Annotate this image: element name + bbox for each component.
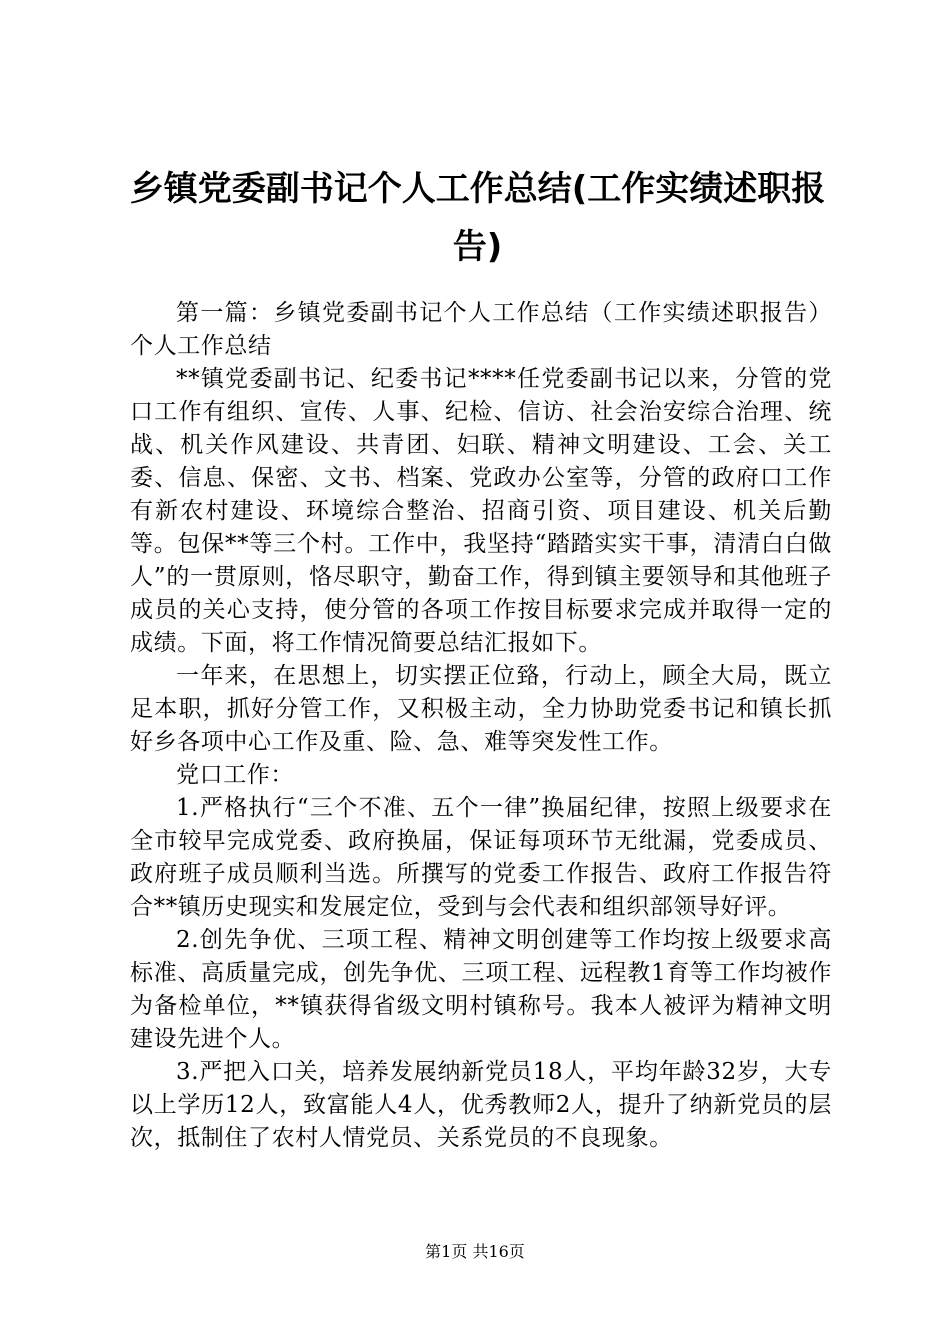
paragraph-section-heading: 党口工作： — [176, 762, 294, 788]
paragraph-overview: 一年来，在思想上，切实摆正位臵，行动上，顾全大局，既立足本职，抓好分管工作，又积极主动，全力协助党委书记和镇长抓好乡各项中心工作及重、险、急、难等突发性工作。 — [130, 663, 832, 755]
paragraph-intro: 第一篇：乡镇党委副书记个人工作总结（工作实绩述职报告）个人工作总结 — [130, 300, 832, 359]
paragraph-item-3: 3.严把入口关，培养发展纳新党员18人，平均年龄32岁，大专以上学历12人，致富能人4人，优秀教师2人，提升了纳新党员的层次，抵制住了农村人情党员、关系党员的不良现象。 — [130, 1059, 832, 1151]
paragraph-item-2: 2.创先争优、三项工程、精神文明创建等工作均按上级要求高标准、高质量完成，创先争优、三项工程、远程教1育等工作均被作为备检单位，**镇获得省级文明村镇称号。我本人被评为精神文明建设先进个人。 — [130, 927, 832, 1052]
document-body — [130, 297, 832, 1155]
page-number-footer: 第1页 共16页 — [425, 1242, 525, 1261]
paragraph-item-1: 1.严格执行“三个不准、五个一律”换届纪律，按照上级要求在全市较早完成党委、政府换届，保证每项环节无纰漏，党委成员、政府班子成员顺利当选。所撰写的党委工作报告、政府工作报告符合**镇历史现实和发展定位，受到与会代表和组织部领导好评。 — [130, 795, 832, 920]
document-title: 乡镇党委副书记个人工作总结(工作实绩述职报告) — [129, 169, 826, 267]
paragraph-responsibilities: **镇党委副书记、纪委书记****任党委副书记以来，分管的党口工作有组织、宣传、人事、纪检、信访、社会治安综合治理、统战、机关作风建设、共青团、妇联、精神文明建设、工会、关工委、信息、保密、文书、档案、党政办公室等，分管的政府口工作有新农村建设、环境综合整治、招商引资、项目建设、机关后勤等。包保**等三个村。工作中，我坚持“踏踏实实干事，清清白白做人”的一贯原则，恪尽职守，勤奋工作，得到镇主要领导和其他班子成员的关心支持，使分管的各项工作按目标要求完成并取得一定的成绩。下面，将工作情况简要总结汇报如下。 — [130, 366, 832, 656]
